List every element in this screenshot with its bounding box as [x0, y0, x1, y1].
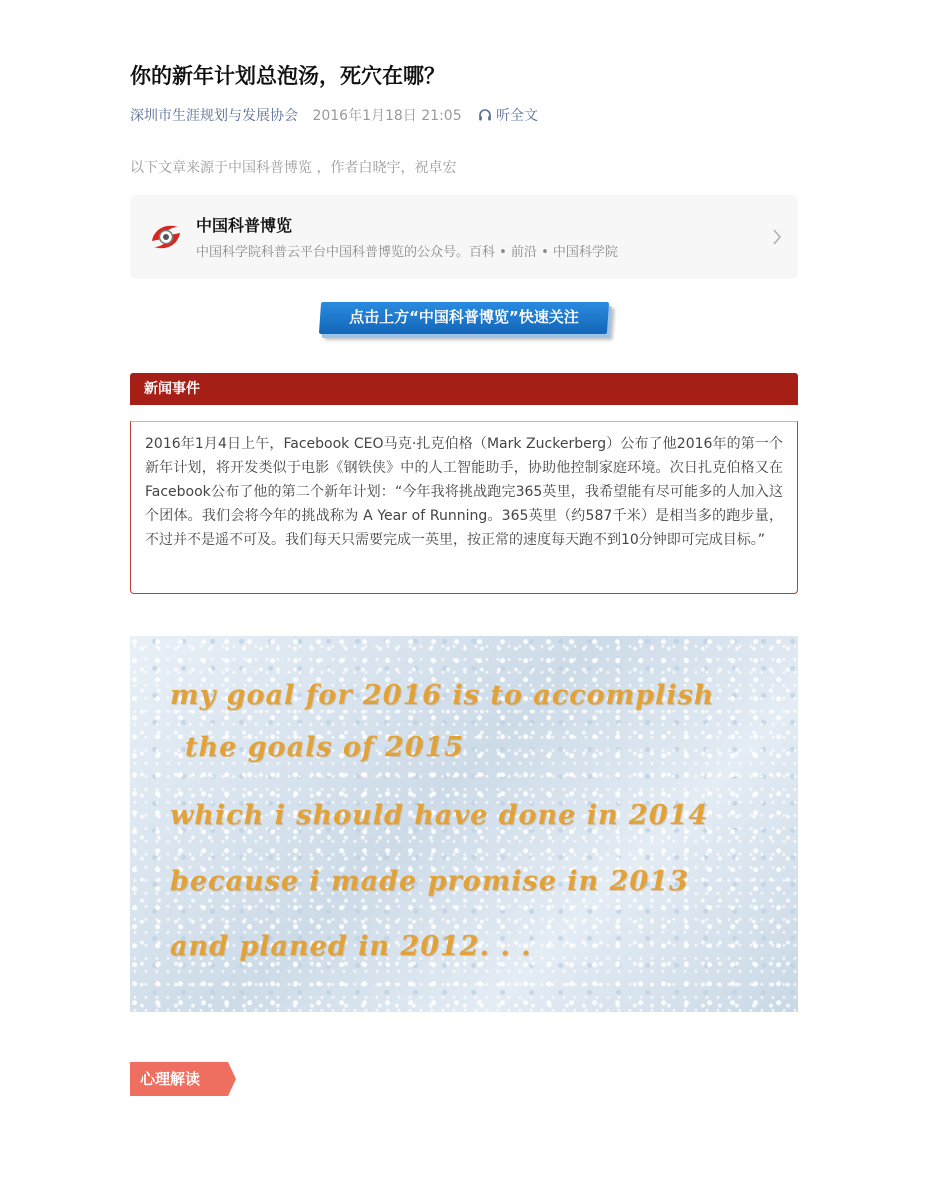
chevron-right-icon	[772, 228, 782, 246]
quote-line-2: the goals of 2015	[185, 732, 465, 763]
news-section-header: 新闻事件	[130, 373, 798, 405]
listen-label: 听全文	[496, 108, 539, 124]
follow-banner-label: 点击上方“中国科普博览”快速关注	[349, 308, 579, 326]
follow-banner-button[interactable]	[319, 302, 609, 334]
psych-section-tag: 心理解读	[130, 1062, 228, 1096]
article-meta	[130, 106, 798, 126]
origin-note: 以下文章来源于中国科普博览 ，作者白晓宇，祝卓宏	[130, 160, 457, 176]
article-title: 你的新年计划总泡汤，死穴在哪？	[130, 64, 445, 88]
snow-quote-image	[130, 636, 798, 1012]
quote-line-1: my goal for 2016 is to accomplish	[170, 680, 715, 711]
publish-date: 2016年1月18日 21:05	[312, 108, 462, 124]
account-description: 中国科学院科普云平台中国科普博览的公众号。百科 • 前沿 • 中国科学院	[196, 245, 618, 260]
account-card[interactable]	[130, 195, 798, 279]
quote-line-5: and planed in 2012. . .	[170, 931, 532, 962]
source-account-link[interactable]: 深圳市生涯规划与发展协会	[130, 108, 298, 124]
listen-button[interactable]	[478, 108, 538, 124]
quote-line-4: because i made promise in 2013	[170, 866, 689, 897]
news-section-body: 2016年1月4日上午，Facebook CEO马克·扎克伯格（Mark Zuckerberg）公布了他2016年的第一个新年计划，将开发类似于电影《钢铁侠》中的人工智能助手，协助他控制家庭环境。次日扎克伯格又在Facebook公布了他的第二个新年计划：“今年我将挑战跑完365英里，我希望能有尽可能多的人加入这个团体。我们会将今年的挑战称为 A Year of Running。365英里（约587千米）是相当多的跑步量，不过并不是遥不可及。我们每天只需要完成一英里，按正常的速度每天跑不到10分钟即可完成目标。”	[130, 421, 798, 594]
kepu-logo-icon	[148, 219, 184, 255]
quote-line-3: which i should have done in 2014	[170, 800, 709, 831]
account-name: 中国科普博览	[196, 216, 293, 235]
headphones-icon	[478, 108, 492, 122]
